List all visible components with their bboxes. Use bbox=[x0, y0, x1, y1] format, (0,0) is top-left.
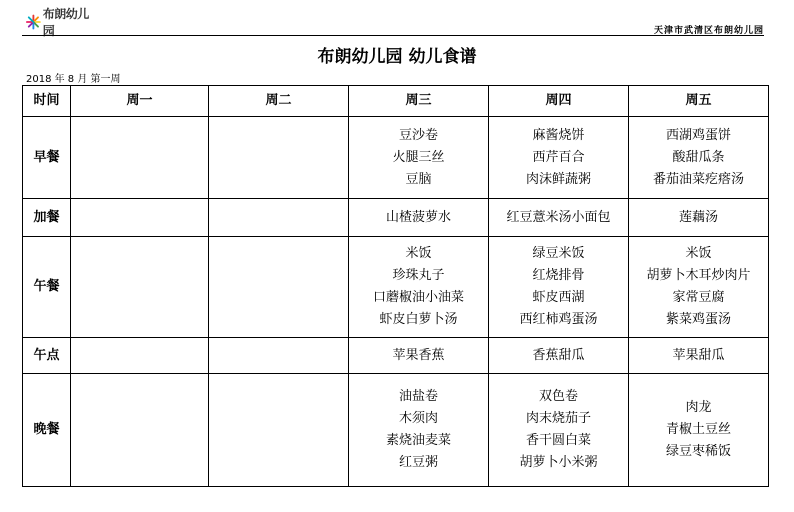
meal-label: 早餐 bbox=[23, 117, 71, 199]
menu-row bbox=[23, 117, 769, 199]
menu-cell-wednesday bbox=[349, 338, 489, 374]
menu-cell-monday bbox=[71, 117, 209, 199]
school-name: 天津市武清区布朗幼儿园 bbox=[653, 26, 764, 36]
dish-item: 红豆粥 bbox=[398, 455, 438, 470]
dish-item: 虾皮白萝卜汤 bbox=[379, 312, 458, 327]
menu-cell-tuesday bbox=[209, 117, 349, 199]
dish-item: 红烧排骨 bbox=[532, 268, 585, 283]
column-header-time: 时间 bbox=[23, 86, 71, 117]
column-header-wednesday: 周三 bbox=[349, 86, 489, 117]
dish-item: 香蕉甜瓜 bbox=[532, 347, 585, 363]
menu-cell-tuesday bbox=[209, 338, 349, 374]
menu-cell-thursday bbox=[489, 199, 629, 237]
dish-item: 西芹百合 bbox=[532, 149, 585, 165]
menu-row bbox=[23, 374, 769, 487]
menu-row bbox=[23, 237, 769, 338]
menu-cell-wednesday bbox=[349, 237, 489, 338]
menu-cell-wednesday bbox=[349, 117, 489, 199]
dish-item: 苹果香蕉 bbox=[392, 347, 445, 363]
dish-item: 西红柿鸡蛋汤 bbox=[519, 312, 598, 327]
menu-cell-monday bbox=[71, 237, 209, 338]
dish-item: 酸甜瓜条 bbox=[672, 149, 725, 165]
dish-item: 紫菜鸡蛋汤 bbox=[665, 312, 731, 327]
dish-item: 莲藕汤 bbox=[678, 209, 718, 225]
column-header-tuesday: 周二 bbox=[209, 86, 349, 117]
column-header-thursday: 周四 bbox=[489, 86, 629, 117]
menu-cell-tuesday bbox=[209, 237, 349, 338]
menu-cell-tuesday bbox=[209, 199, 349, 237]
page-title: 布朗幼儿园 幼儿食谱 bbox=[317, 47, 477, 67]
dish-item: 番茄油菜疙瘩汤 bbox=[652, 171, 744, 187]
menu-cell-friday bbox=[629, 199, 769, 237]
meal-label: 午点 bbox=[23, 338, 71, 374]
menu-cell-friday bbox=[629, 237, 769, 338]
menu-cell-friday bbox=[629, 338, 769, 374]
sunburst-logo-icon bbox=[26, 14, 41, 30]
menu-cell-monday bbox=[71, 338, 209, 374]
dish-item: 肉沫鲜蔬粥 bbox=[525, 171, 591, 187]
dish-item: 西湖鸡蛋饼 bbox=[665, 127, 731, 143]
meal-label: 晚餐 bbox=[23, 374, 71, 487]
menu-cell-thursday bbox=[489, 237, 629, 338]
menu-cell-friday bbox=[629, 117, 769, 199]
menu-cell-thursday bbox=[489, 338, 629, 374]
column-header-monday: 周一 bbox=[71, 86, 209, 117]
menu-row bbox=[23, 199, 769, 237]
menu-cell-tuesday bbox=[209, 374, 349, 487]
dish-item: 肉龙 bbox=[685, 400, 712, 415]
dish-item: 米饭 bbox=[685, 246, 712, 261]
dish-item: 米饭 bbox=[405, 246, 432, 261]
dish-item: 双色卷 bbox=[538, 389, 578, 404]
dish-item: 绿豆枣稀饭 bbox=[665, 444, 731, 459]
meal-label: 加餐 bbox=[23, 199, 71, 237]
header-divider bbox=[22, 35, 764, 36]
dish-item: 香干圆白菜 bbox=[525, 433, 591, 448]
dish-item: 虾皮西湖 bbox=[532, 290, 585, 305]
dish-item: 胡萝卜小米粥 bbox=[519, 455, 598, 470]
meal-label: 午餐 bbox=[23, 237, 71, 338]
menu-table bbox=[22, 85, 769, 487]
menu-cell-wednesday bbox=[349, 199, 489, 237]
dish-item: 青椒土豆丝 bbox=[665, 422, 731, 437]
table-header-row bbox=[23, 86, 769, 117]
kindergarten-logo bbox=[26, 7, 96, 38]
menu-cell-friday bbox=[629, 374, 769, 487]
menu-cell-monday bbox=[71, 374, 209, 487]
menu-row bbox=[23, 338, 769, 374]
dish-item: 珍珠丸子 bbox=[392, 268, 445, 283]
menu-cell-thursday bbox=[489, 374, 629, 487]
dish-item: 红豆薏米汤小面包 bbox=[506, 209, 611, 225]
dish-item: 素烧油麦菜 bbox=[385, 433, 451, 448]
dish-item: 木须肉 bbox=[398, 411, 438, 426]
menu-date: 2018 年 8 月 第一周 bbox=[26, 74, 121, 85]
dish-item: 火腿三丝 bbox=[392, 149, 445, 165]
dish-item: 麻酱烧饼 bbox=[532, 127, 585, 143]
dish-item: 山楂菠萝水 bbox=[385, 209, 451, 225]
dish-item: 家常豆腐 bbox=[672, 290, 725, 305]
logo-text: 布朗幼儿园 bbox=[42, 7, 89, 38]
dish-item: 苹果甜瓜 bbox=[672, 347, 725, 363]
menu-cell-wednesday bbox=[349, 374, 489, 487]
dish-item: 口蘑椒油小油菜 bbox=[372, 290, 464, 305]
dish-item: 绿豆米饭 bbox=[532, 246, 585, 261]
dish-item: 豆脑 bbox=[405, 171, 432, 187]
dish-item: 肉末烧茄子 bbox=[525, 411, 591, 426]
dish-item: 胡萝卜木耳炒肉片 bbox=[646, 268, 751, 283]
menu-cell-monday bbox=[71, 199, 209, 237]
menu-cell-thursday bbox=[489, 117, 629, 199]
dish-item: 豆沙卷 bbox=[398, 127, 438, 143]
dish-item: 油盐卷 bbox=[398, 389, 438, 404]
column-header-friday: 周五 bbox=[629, 86, 769, 117]
